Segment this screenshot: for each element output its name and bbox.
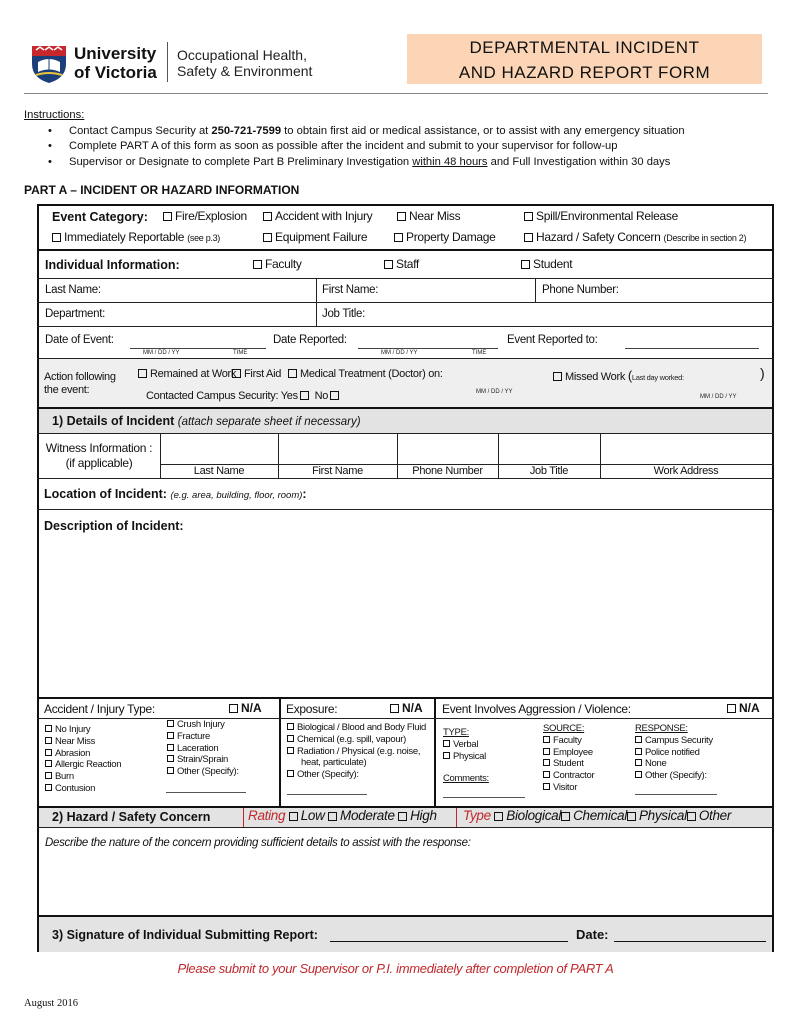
event-cat-equipment-label: Equipment Failure bbox=[275, 230, 368, 244]
missed-date-format: MM / DD / YY bbox=[700, 394, 737, 400]
instruction-item-2: • Complete PART A of this form as soon as possible after the incident and submit to your supervisor for follow-up bbox=[48, 140, 618, 152]
individual-info-label: Individual Information: bbox=[45, 258, 180, 272]
exposure-na[interactable] bbox=[390, 701, 423, 715]
checkbox[interactable] bbox=[543, 783, 550, 790]
checkbox[interactable] bbox=[232, 369, 241, 378]
checkbox[interactable] bbox=[45, 749, 52, 756]
checkbox[interactable] bbox=[553, 372, 562, 381]
event-reported-to-label: Event Reported to: bbox=[507, 334, 598, 346]
action-missed-label: Missed Work bbox=[565, 371, 626, 383]
divider bbox=[37, 509, 774, 510]
source-employee[interactable] bbox=[543, 747, 594, 759]
aggression-option-label: Verbal bbox=[453, 738, 479, 750]
instruction-3-text: Supervisor or Designate to complete Part B Preliminary Investigation bbox=[69, 155, 413, 168]
action-medical[interactable] bbox=[288, 368, 443, 380]
aggression-type-heading: TYPE: bbox=[443, 727, 469, 738]
action-first-aid[interactable] bbox=[232, 368, 281, 380]
signature-field[interactable] bbox=[330, 941, 568, 942]
event-cat-immediate-note: (see p.3) bbox=[187, 233, 221, 243]
checkbox[interactable] bbox=[524, 212, 533, 221]
action-label-1: Action following bbox=[44, 371, 116, 383]
instruction-3-deadline: within 48 hours bbox=[412, 155, 488, 168]
event-cat-accident-label: Accident with Injury bbox=[275, 209, 373, 223]
form-title-line1: DEPARTMENTAL INCIDENT bbox=[469, 38, 700, 57]
checkbox[interactable] bbox=[287, 747, 294, 754]
source-option-label: Faculty bbox=[553, 734, 582, 746]
accident-strain[interactable] bbox=[167, 754, 239, 766]
witness-col-phone: Phone Number bbox=[412, 465, 483, 477]
accident-other-field[interactable] bbox=[166, 792, 246, 793]
divider bbox=[434, 698, 436, 806]
checkbox[interactable] bbox=[543, 736, 550, 743]
type-physical-label: Physical bbox=[638, 808, 687, 823]
aggression-verbal[interactable] bbox=[443, 739, 489, 751]
part-a-title: PART A – INCIDENT OR HAZARD INFORMATION bbox=[24, 183, 300, 197]
aggression-response-heading: RESPONSE: bbox=[635, 723, 688, 734]
checkbox[interactable] bbox=[727, 704, 736, 713]
date-of-event-field[interactable] bbox=[130, 348, 266, 349]
date-of-event-time: TIME bbox=[233, 350, 248, 356]
divider bbox=[37, 433, 774, 434]
event-reported-to-field[interactable] bbox=[625, 348, 759, 349]
university-name bbox=[74, 44, 157, 82]
checkbox[interactable] bbox=[163, 212, 172, 221]
divider bbox=[37, 478, 774, 479]
aggression-option-label: Physical bbox=[453, 750, 486, 762]
source-student[interactable] bbox=[543, 758, 594, 770]
action-remained-label: Remained at Work bbox=[150, 368, 237, 380]
hazard-rating bbox=[248, 808, 437, 823]
header-divider bbox=[167, 42, 168, 82]
divider bbox=[243, 808, 244, 827]
accident-type-label: Accident / Injury Type: bbox=[44, 702, 155, 716]
hazard-description-field[interactable] bbox=[40, 852, 770, 914]
divider bbox=[37, 278, 774, 279]
accident-option-label: Crush Injury bbox=[177, 719, 225, 730]
details-title bbox=[52, 414, 361, 428]
checkbox[interactable] bbox=[384, 260, 393, 269]
exposure-biological[interactable] bbox=[287, 722, 426, 734]
event-cat-equipment[interactable] bbox=[263, 230, 367, 244]
hazard-describe-label: Describe the nature of the concern providing sufficient details to assist with the response: bbox=[45, 837, 471, 849]
divider bbox=[37, 697, 774, 699]
instruction-3-text-end: and Full Investigation within 30 days bbox=[487, 155, 671, 168]
instruction-1-text: Contact Campus Security at bbox=[69, 124, 212, 137]
hazard-type bbox=[463, 808, 731, 823]
type-other-label: Other bbox=[698, 808, 732, 823]
contacted-yes-checkbox[interactable] bbox=[300, 391, 309, 400]
date-reported-time: TIME bbox=[472, 350, 487, 356]
date-of-event-format: MM / DD / YY bbox=[143, 350, 180, 356]
date-of-event-label: Date of Event: bbox=[45, 334, 114, 346]
checkbox[interactable] bbox=[253, 260, 262, 269]
date-reported-label: Date Reported: bbox=[273, 334, 347, 346]
checkbox[interactable] bbox=[167, 767, 174, 774]
accident-fracture[interactable] bbox=[167, 731, 239, 743]
event-cat-immediate-label: Immediately Reportable bbox=[64, 230, 185, 244]
checkbox[interactable] bbox=[394, 233, 403, 242]
checkbox[interactable] bbox=[543, 771, 550, 778]
phone-field[interactable]: Phone Number: bbox=[542, 284, 619, 296]
checkbox[interactable] bbox=[524, 233, 533, 242]
divider bbox=[456, 808, 457, 827]
last-name-field[interactable]: Last Name: bbox=[45, 284, 101, 296]
checkbox[interactable] bbox=[494, 812, 503, 821]
exposure-radiation-cont bbox=[287, 757, 426, 769]
exposure-other[interactable] bbox=[287, 769, 426, 781]
checkbox[interactable] bbox=[543, 759, 550, 766]
event-cat-hazard[interactable] bbox=[524, 230, 746, 244]
accident-burn[interactable] bbox=[45, 771, 121, 783]
checkbox[interactable] bbox=[229, 704, 238, 713]
action-remained[interactable] bbox=[138, 368, 236, 380]
accident-option-label: No Injury bbox=[55, 724, 91, 735]
checkbox[interactable] bbox=[167, 755, 174, 762]
aggression-label: Event Involves Aggression / Violence: bbox=[442, 702, 631, 716]
exposure-na-label: N/A bbox=[402, 701, 423, 715]
accident-option-label: Burn bbox=[55, 771, 74, 783]
individual-staff[interactable] bbox=[384, 257, 419, 271]
type-biological-label: Biological bbox=[506, 808, 562, 823]
header-rule bbox=[24, 93, 768, 94]
checkbox[interactable] bbox=[45, 725, 52, 732]
exposure-option-label: Biological / Blood and Body Fluid bbox=[297, 722, 426, 733]
individual-student-label: Student bbox=[533, 257, 573, 271]
description-field[interactable] bbox=[40, 536, 770, 696]
checkbox[interactable] bbox=[287, 723, 294, 730]
individual-staff-label: Staff bbox=[396, 257, 419, 271]
first-name-field[interactable]: First Name: bbox=[322, 284, 379, 296]
signature-label: 3) Signature of Individual Submitting Report: bbox=[52, 928, 318, 942]
checkbox[interactable] bbox=[263, 233, 272, 242]
checkbox[interactable] bbox=[390, 704, 399, 713]
signature-date-label: Date: bbox=[576, 927, 609, 942]
checkbox[interactable] bbox=[263, 212, 272, 221]
action-label-2: the event: bbox=[44, 384, 90, 396]
response-option-label: Campus Security bbox=[645, 734, 713, 746]
aggression-type bbox=[443, 727, 489, 785]
last-day-worked-label: Last day worked: bbox=[631, 373, 684, 382]
exposure-label: Exposure: bbox=[286, 702, 338, 716]
department-name bbox=[177, 47, 312, 79]
revision-date: August 2016 bbox=[24, 998, 78, 1009]
response-police[interactable] bbox=[635, 747, 713, 759]
rating-low-label: Low bbox=[300, 808, 325, 823]
hazard-title: 2) Hazard / Safety Concern bbox=[52, 810, 211, 824]
rating-moderate[interactable] bbox=[328, 808, 395, 823]
checkbox[interactable] bbox=[289, 812, 298, 821]
checkbox[interactable] bbox=[328, 812, 337, 821]
checkbox[interactable] bbox=[398, 812, 407, 821]
checkbox[interactable] bbox=[288, 369, 297, 378]
department-field[interactable]: Department: bbox=[45, 308, 105, 320]
checkbox[interactable] bbox=[52, 233, 61, 242]
event-cat-near-miss[interactable] bbox=[397, 209, 460, 223]
form-title-box bbox=[407, 34, 762, 84]
date-reported-field[interactable] bbox=[358, 348, 498, 349]
checkbox[interactable] bbox=[687, 812, 696, 821]
dept-line1: Occupational Health, bbox=[177, 47, 307, 63]
instruction-item-1: • Contact Campus Security at 250-721-7599 to obtain first aid or medical assistance, or to assist with any emergency situation bbox=[48, 124, 685, 137]
dept-line2: Safety & Environment bbox=[177, 63, 313, 79]
checkbox[interactable] bbox=[45, 772, 52, 779]
response-none[interactable] bbox=[635, 758, 713, 770]
event-category-label: Event Category: bbox=[52, 210, 148, 224]
accident-near-miss[interactable] bbox=[45, 736, 121, 748]
accident-no-injury[interactable] bbox=[45, 724, 121, 736]
checkbox[interactable] bbox=[635, 736, 642, 743]
aggression-source bbox=[543, 723, 594, 794]
checkbox[interactable] bbox=[167, 744, 174, 751]
type-chemical[interactable] bbox=[561, 808, 627, 823]
checkbox[interactable] bbox=[138, 369, 147, 378]
response-other[interactable] bbox=[635, 770, 713, 782]
event-cat-near-miss-label: Near Miss bbox=[409, 209, 461, 223]
exposure-chemical[interactable] bbox=[287, 734, 426, 746]
event-cat-fire[interactable] bbox=[163, 209, 247, 223]
accident-option-label: Other (Specify): bbox=[177, 766, 239, 778]
accident-option-label: Allergic Reaction bbox=[55, 759, 122, 771]
checkbox[interactable] bbox=[627, 812, 636, 821]
checkbox[interactable] bbox=[287, 770, 294, 777]
form-title-line2: AND HAZARD REPORT FORM bbox=[458, 63, 711, 82]
divider bbox=[37, 302, 774, 303]
checkbox[interactable] bbox=[521, 260, 530, 269]
details-note: (attach separate sheet if necessary) bbox=[177, 416, 361, 428]
checkbox[interactable] bbox=[635, 771, 642, 778]
rating-high[interactable] bbox=[398, 808, 437, 823]
event-cat-immediate[interactable] bbox=[52, 230, 220, 244]
accident-na-label: N/A bbox=[241, 701, 262, 715]
event-cat-hazard-note: (Describe in section 2) bbox=[663, 233, 747, 243]
accident-crush[interactable] bbox=[167, 719, 239, 731]
accident-col2 bbox=[167, 719, 239, 778]
type-label: Type bbox=[463, 808, 491, 823]
action-label bbox=[44, 371, 116, 397]
witness-col-last-name: Last Name bbox=[193, 465, 245, 477]
accident-col1 bbox=[45, 724, 121, 795]
aggression-physical[interactable] bbox=[443, 751, 489, 763]
witness-label bbox=[44, 441, 154, 471]
source-option-label: Contractor bbox=[553, 770, 595, 782]
response-option-label: Other (Specify): bbox=[645, 770, 707, 782]
event-cat-hazard-label: Hazard / Safety Concern bbox=[536, 230, 661, 244]
witness-label-2: (if applicable) bbox=[65, 456, 133, 470]
location-field[interactable]: Location of Incident: (e.g. area, building, floor, room): bbox=[44, 487, 307, 501]
checkbox[interactable] bbox=[635, 759, 642, 766]
rating-low[interactable] bbox=[289, 808, 325, 823]
signature-date-field[interactable] bbox=[614, 941, 766, 942]
accident-laceration[interactable] bbox=[167, 743, 239, 755]
accident-option-label: Contusion bbox=[55, 782, 96, 794]
rating-moderate-label: Moderate bbox=[340, 808, 395, 823]
instruction-2-text: Complete PART A of this form as soon as possible after the incident and submit to your supervisor for follow-up bbox=[69, 140, 618, 152]
action-medical-label: Medical Treatment (Doctor) on: bbox=[300, 368, 443, 380]
location-label: Location of Incident: bbox=[44, 487, 167, 501]
accident-other[interactable] bbox=[167, 766, 239, 778]
response-option-label: Police notified bbox=[645, 746, 700, 758]
source-faculty[interactable] bbox=[543, 735, 594, 747]
event-cat-property-label: Property Damage bbox=[406, 230, 496, 244]
aggression-na[interactable] bbox=[727, 701, 760, 715]
checkbox[interactable] bbox=[397, 212, 406, 221]
exposure-option-label: Chemical (e.g. spill, vapour) bbox=[297, 733, 407, 745]
type-biological[interactable] bbox=[494, 808, 561, 823]
accident-option-label: Abrasion bbox=[55, 747, 91, 759]
job-title-field[interactable]: Job Title: bbox=[322, 308, 366, 320]
type-chemical-label: Chemical bbox=[573, 808, 627, 823]
divider bbox=[535, 278, 536, 302]
accident-option-label: Fracture bbox=[177, 730, 210, 742]
divider bbox=[279, 698, 281, 806]
location-note: (e.g. area, building, floor, room) bbox=[170, 490, 303, 501]
response-option-label: None bbox=[645, 758, 667, 770]
accident-option-label: Laceration bbox=[177, 742, 219, 754]
aggression-response bbox=[635, 723, 713, 782]
checkbox[interactable] bbox=[287, 735, 294, 742]
checkbox[interactable] bbox=[443, 752, 450, 759]
accident-option-label: Strain/Sprain bbox=[177, 754, 229, 766]
checkbox[interactable] bbox=[561, 812, 570, 821]
witness-col-first-name: First Name bbox=[312, 465, 363, 477]
source-option-label: Employee bbox=[553, 746, 593, 758]
event-cat-property[interactable] bbox=[394, 230, 496, 244]
witness-col-work-address: Work Address bbox=[653, 465, 719, 477]
contacted-no-label: No bbox=[314, 390, 329, 402]
contacted-security-label: Contacted Campus Security: bbox=[146, 390, 279, 402]
accident-contusion[interactable] bbox=[45, 783, 121, 795]
instructions bbox=[24, 108, 764, 170]
checkbox[interactable] bbox=[45, 784, 52, 791]
description-label: Description of Incident: bbox=[44, 519, 184, 533]
contacted-security bbox=[146, 390, 342, 402]
exposure-option-label: Other (Specify): bbox=[297, 769, 359, 781]
witness-col-job-title: Job Title bbox=[529, 465, 569, 477]
type-other[interactable] bbox=[687, 808, 731, 823]
security-phone: 250-721-7599 bbox=[211, 124, 282, 137]
source-option-label: Student bbox=[553, 758, 584, 770]
checkbox[interactable] bbox=[635, 748, 642, 755]
response-other-field[interactable] bbox=[635, 794, 717, 795]
event-cat-spill-label: Spill/Environmental Release bbox=[536, 209, 678, 223]
checkbox[interactable] bbox=[543, 748, 550, 755]
uvic-crest-icon bbox=[30, 42, 68, 84]
aggression-source-heading: SOURCE: bbox=[543, 723, 585, 734]
accident-abrasion[interactable] bbox=[45, 748, 121, 760]
aggression-comments-label: Comments: bbox=[443, 773, 489, 785]
instruction-1-text-end: to obtain first aid or medical assistance, or to assist with any emergency situation bbox=[281, 124, 685, 137]
exposure-other-field[interactable] bbox=[287, 794, 367, 795]
checkbox[interactable] bbox=[167, 732, 174, 739]
footer-note: Please submit to your Supervisor or P.I. immediately after completion of PART A bbox=[177, 961, 614, 976]
action-first-aid-label: First Aid bbox=[244, 368, 282, 380]
exposure-list bbox=[287, 722, 426, 781]
source-visitor[interactable] bbox=[543, 782, 594, 794]
individual-student[interactable] bbox=[521, 257, 572, 271]
university-line2: of Victoria bbox=[74, 63, 157, 82]
exposure-radiation[interactable] bbox=[287, 746, 426, 758]
accident-allergic[interactable] bbox=[45, 759, 121, 771]
medical-date-format: MM / DD / YY bbox=[476, 389, 513, 395]
rating-label: Rating bbox=[248, 808, 286, 823]
divider bbox=[37, 718, 774, 719]
divider bbox=[37, 249, 774, 251]
witness-label-1: Witness Information : bbox=[45, 441, 153, 455]
divider bbox=[37, 827, 774, 828]
accident-option-label: Near Miss bbox=[55, 735, 96, 747]
event-cat-spill[interactable] bbox=[524, 209, 678, 223]
type-physical[interactable] bbox=[627, 808, 687, 823]
aggression-na-label: N/A bbox=[739, 701, 760, 715]
uvic-logo bbox=[30, 42, 68, 84]
contacted-no-checkbox[interactable] bbox=[330, 391, 339, 400]
individual-faculty[interactable] bbox=[253, 257, 302, 271]
contacted-yes-label: Yes bbox=[280, 390, 298, 402]
university-line1: University bbox=[74, 44, 157, 63]
aggression-comments-field[interactable] bbox=[443, 797, 525, 798]
accident-na[interactable] bbox=[229, 701, 262, 715]
action-missed[interactable]: Missed Work (Last day worked: bbox=[553, 368, 684, 383]
details-title-text: 1) Details of Incident bbox=[52, 414, 175, 428]
source-option-label: Visitor bbox=[553, 781, 578, 793]
checkbox[interactable] bbox=[443, 740, 450, 747]
checkbox[interactable] bbox=[45, 737, 52, 744]
individual-faculty-label: Faculty bbox=[265, 257, 302, 271]
response-security[interactable] bbox=[635, 735, 713, 747]
exposure-option-label: Radiation / Physical (e.g. noise, bbox=[297, 745, 421, 757]
source-contractor[interactable] bbox=[543, 770, 594, 782]
exposure-option-label: heat, particulate) bbox=[301, 757, 367, 769]
date-reported-format: MM / DD / YY bbox=[381, 350, 418, 356]
event-cat-fire-label: Fire/Explosion bbox=[175, 209, 247, 223]
rating-high-label: High bbox=[410, 808, 437, 823]
instructions-heading: Instructions: bbox=[24, 109, 85, 121]
event-cat-accident[interactable] bbox=[263, 209, 372, 223]
divider bbox=[37, 326, 774, 327]
checkbox[interactable] bbox=[167, 720, 174, 727]
checkbox[interactable] bbox=[45, 760, 52, 767]
instruction-item-3: • Supervisor or Designate to complete Part B Preliminary Investigation within 48 hours and Full Investigation within 30 days bbox=[48, 155, 671, 168]
last-day-close-paren: ) bbox=[760, 365, 765, 381]
